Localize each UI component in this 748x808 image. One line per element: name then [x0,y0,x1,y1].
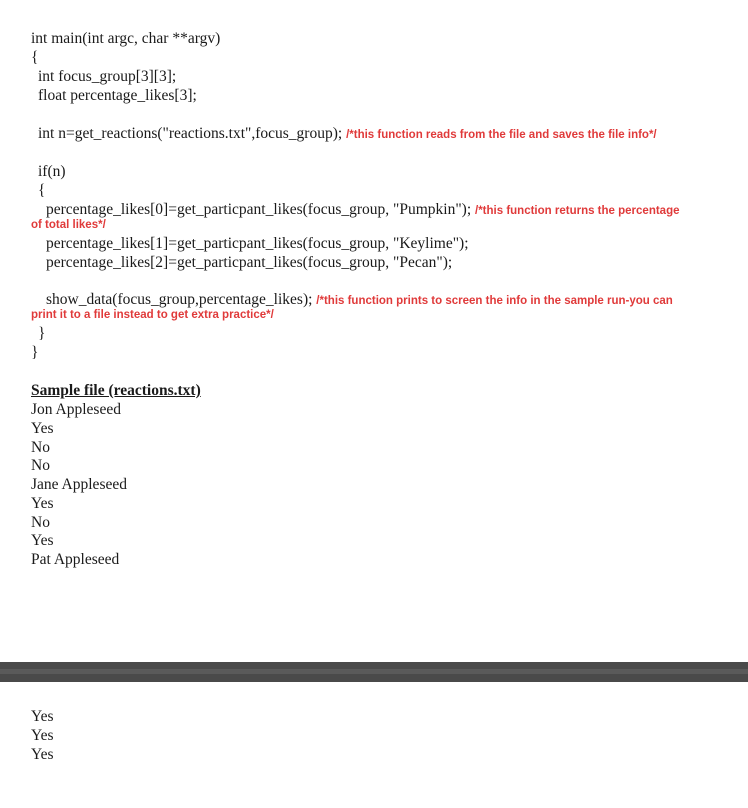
main-open-brace: { [31,49,39,66]
if-line: if(n) [38,163,66,180]
sample-line: Yes [31,532,54,549]
sample-line: No [31,457,50,474]
sample-file-heading: Sample file (reactions.txt) [31,382,201,399]
page-separator-line [0,669,748,674]
sample-line: Jane Appleseed [31,476,127,493]
sample-line: Yes [31,746,54,763]
pl0-line [46,200,680,221]
main-signature: int main(int argc, char **argv) [31,30,221,47]
sample-line: Yes [31,495,54,512]
sample-line: Yes [31,708,54,725]
if-close-brace: } [38,325,46,342]
sample-line: Yes [31,727,54,744]
pl0-comment: /*this function returns the percentage [475,205,680,217]
show-data-comment-cont: print it to a file instead to get extra practice*/ [31,309,274,321]
sample-line: Jon Appleseed [31,401,121,418]
sample-line: Yes [31,420,54,437]
sample-line: No [31,514,50,531]
pl2-line: percentage_likes[2]=get_particpant_likes(focus_group, "Pecan"); [46,254,453,271]
main-close-brace: } [31,344,39,361]
get-reactions-call: int n=get_reactions("reactions.txt",focus_group); [38,125,343,142]
document-page-2 [0,682,748,808]
get-reactions-line [38,124,657,145]
show-data-comment: /*this function prints to screen the info in the sample run-you can [316,295,673,307]
sample-line: No [31,439,50,456]
decl-percentage-likes: float percentage_likes[3]; [38,87,197,104]
sample-line: Pat Appleseed [31,551,120,568]
pl0-call: percentage_likes[0]=get_particpant_likes(focus_group, "Pumpkin"); [46,201,472,218]
if-open-brace: { [38,182,46,199]
decl-focus-group: int focus_group[3][3]; [38,68,177,85]
get-reactions-comment: /*this function reads from the file and saves the file info*/ [346,129,657,141]
pl0-comment-cont: of total likes*/ [31,219,106,231]
show-data-call: show_data(focus_group,percentage_likes); [46,291,313,308]
pl1-line: percentage_likes[1]=get_particpant_likes(focus_group, "Keylime"); [46,235,469,252]
